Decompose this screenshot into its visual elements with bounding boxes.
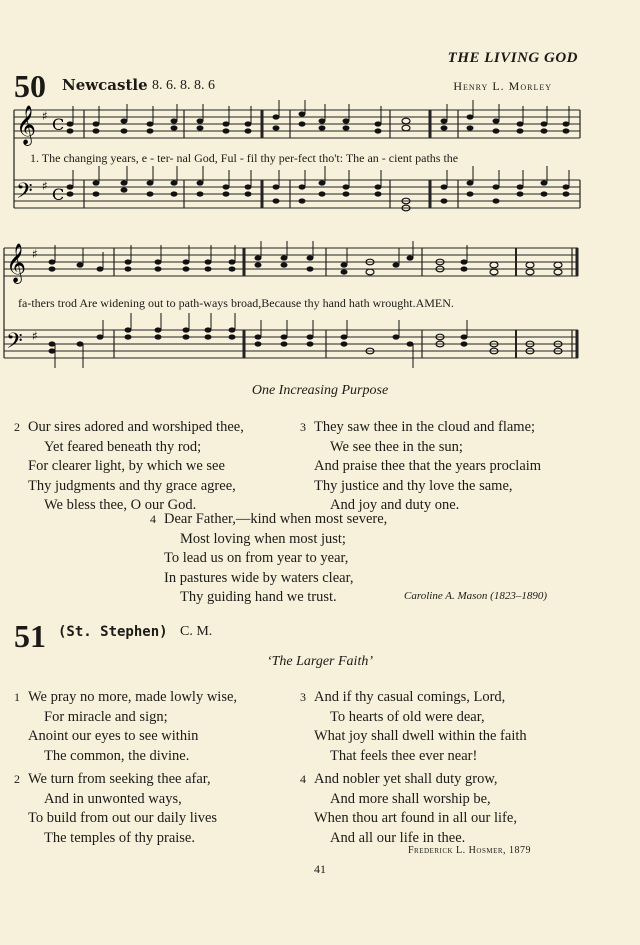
stanza-line: To lead us on from year to year, [164,550,349,566]
hymn-50-stanza-2 [14,418,294,516]
stanza-line: To build from out our daily lives [28,810,218,826]
hymn-50-meter: 8. 6. 8. 8. 6 [152,78,215,93]
stanza-line: Anoint our eyes to see within [28,728,199,744]
hymn-51-meter: C. M. [180,624,213,639]
treble-notes [49,255,468,274]
stanza-line: And joy and duty one. [330,497,460,513]
stanza-line: Thy justice and thy love the same, [314,477,513,494]
key-signature-icon: ♯ [32,247,38,261]
stanza-line: They saw thee in the cloud and flame; [314,419,536,435]
stanza-line: We see thee in the sun; [330,438,463,455]
key-signature-bass-icon: ♯ [32,329,38,343]
hymn-51-number: 51 [14,618,46,654]
bass-clef-icon: 𝄢 [16,179,33,209]
hymn-51-author-credit: Frederick L. Hosmer, 1879 [408,845,532,856]
stanza-line: We pray no more, made lowly wise, [28,689,238,705]
hymn-51-stanza-2 [14,770,294,848]
hymn-51-stanza-1 [14,688,294,766]
stanza-line: We bless thee, O our God. [44,497,197,513]
stanza-number: 2 [14,420,20,434]
stanza-line: When thou art found in all our life, [314,810,517,826]
bass-half-notes [402,198,410,211]
stanza-number: 3 [300,690,306,704]
note-stems [73,100,569,187]
bass-clef-icon: 𝄢 [6,329,23,359]
stanza-line: For miracle and sign; [44,708,168,725]
stanza-line: To hearts of old were dear, [330,708,485,725]
key-signature-bass-icon: ♯ [42,179,48,193]
hymn-50-number: 50 [14,68,46,104]
stanza-line: Dear Father,—kind when most severe, [164,511,388,527]
stanza-line: What joy shall dwell within the faith [314,728,527,744]
stanza-line: And if thy casual comings, Lord, [314,689,506,705]
stanza-line: Most loving when most just; [180,530,346,547]
stanza-line: Thy judgments and thy grace agree, [28,477,236,494]
hymn-51-stanza-4 [300,770,600,848]
bass-notes [67,180,570,203]
stanza-line: And nobler yet shall duty grow, [314,771,498,787]
page-number: 41 [314,862,326,876]
hymn-51-stanza-3 [300,688,600,766]
key-signature-icon: ♯ [42,109,48,123]
treble-clef-icon: 𝄞 [6,243,27,283]
hymn-50-lyrics-line-1: 1. The changing years, e - ter- nal God, Ful - fil thy per-fect tho't: The an - cient paths the [30,151,459,165]
hymn-50-tune-name: Newcastle [62,76,148,94]
hymn-51-tune-name: (St. Stephen) [58,624,168,640]
stanza-line: For clearer light, by which we see [28,458,225,474]
section-title: THE LIVING GOD [447,50,578,66]
stanza-line: Thy guiding hand we trust. [180,589,337,605]
hymn-50-stanza-3 [300,418,600,516]
stanza-line: The temples of thy praise. [44,829,195,846]
stanza-number: 2 [14,772,20,786]
stanza-number: 4 [150,512,156,526]
stanza-line: Yet feared beneath thy rod; [44,438,202,455]
stanza-line: That feels thee ever near! [330,747,478,764]
stanza-line: The common, the divine. [44,747,190,764]
treble-clef-icon: 𝄞 [16,105,37,145]
treble-notes [67,111,570,133]
time-signature-icon: C [52,115,65,134]
stanza-number: 1 [14,690,20,704]
stanza-number: 3 [300,420,306,434]
stanza-line: And in unwonted ways, [44,790,182,807]
hymn-50-author-credit: Caroline A. Mason (1823–1890) [404,590,547,602]
hymn-50-subtitle: One Increasing Purpose [251,383,389,398]
stanza-line: We turn from seeking thee afar, [28,771,211,787]
stanza-line: In pastures wide by waters clear, [164,569,354,586]
stanza-line: Our sires adored and worshiped thee, [28,419,244,435]
stanza-line: And more shall worship be, [330,790,491,807]
time-signature-bass-icon: C [52,185,65,204]
hymn-50-composer: Henry L. Morley [453,79,552,93]
hymn-51-subtitle: ‘The Larger Faith’ [266,654,374,669]
stanza-number: 4 [300,772,306,786]
hymn-50-lyrics-line-2: fa-thers trod Are widening out to path-ways broad,Because thy hand hath wrought.AMEN. [18,296,454,310]
stanza-line: And praise thee that the years proclaim [314,458,542,474]
stanza-line: And all our life in thee. [330,829,466,846]
bass-notes [49,327,468,353]
